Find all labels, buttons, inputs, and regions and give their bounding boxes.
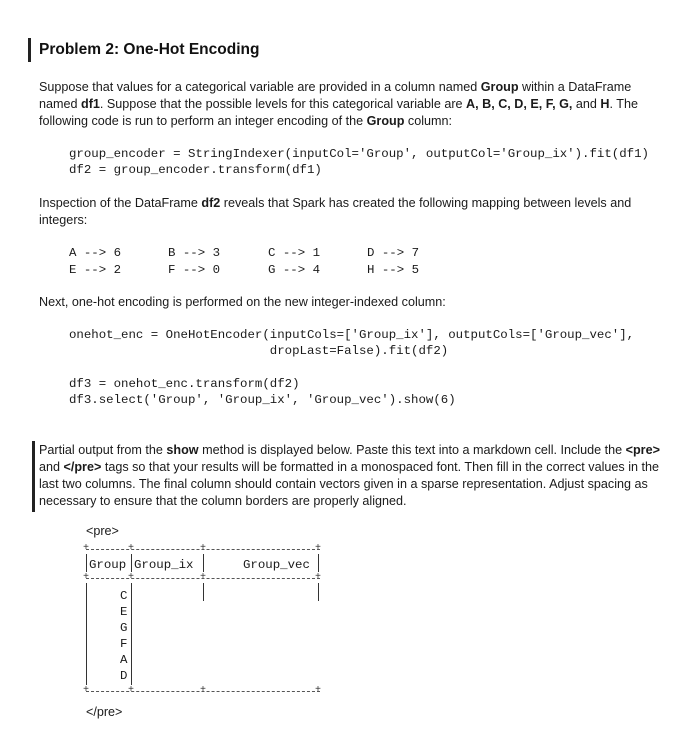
mapping-item: H --> 5 [367, 263, 420, 277]
table-column-border [86, 583, 87, 685]
intro-paragraph: Suppose that values for a categorical variable are provided in a column named Group within a DataFrame named df1. Suppose that the possible levels for this categorical variable are A, B, C, D, E, F, G, and H. The following code is run to perform an integer encoding of the Group column: [39, 80, 638, 128]
table-corner: + [83, 572, 90, 583]
table-corner: + [200, 685, 207, 696]
table-column-border [86, 554, 87, 572]
table-corner: + [200, 543, 207, 554]
table-column-border [131, 583, 132, 685]
table-corner: + [315, 572, 322, 583]
table-cell-group: G [120, 621, 128, 635]
table-cell-group: A [120, 653, 128, 667]
table-cell-group: F [120, 637, 128, 651]
mapping-item: B --> 3 [168, 246, 221, 260]
mapping-item: F --> 0 [168, 263, 221, 277]
table-corner: + [128, 685, 135, 696]
table-column-border [203, 554, 204, 572]
page-title: Problem 2: One-Hot Encoding [28, 38, 259, 62]
table-corner: + [83, 685, 90, 696]
instruction-paragraph: Partial output from the show method is displayed below. Paste this text into a markdown cell. Include the <pre> and </pre> tags so that your results will be formatted in a monospaced font. Then fill in the correct values in the last two columns. The final column should contain vectors given in a sparse representation. Adjust spacing as necessary to ensure that the column borders are properly aligned. [39, 443, 660, 508]
table-corner: + [128, 572, 135, 583]
table-column-border [131, 554, 132, 572]
table-column-border [318, 554, 319, 572]
mapping-item: A --> 6 [69, 246, 122, 260]
table-header-group: Group [89, 558, 127, 572]
table-header-group-vec: Group_vec [243, 558, 310, 572]
table-cell-group: D [120, 669, 128, 683]
table-corner: + [315, 685, 322, 696]
code-block-transform-show: df3 = onehot_enc.transform(df2) df3.select('Group', 'Group_ix', 'Group_vec').show(6) [69, 377, 456, 407]
table-column-border [203, 583, 204, 601]
table-column-border [318, 583, 319, 601]
code-block-string-indexer: group_encoder = StringIndexer(inputCol='Group', outputCol='Group_ix').fit(df1) df2 = group_encoder.transform(df1) [69, 147, 649, 177]
mapping-item: G --> 4 [268, 263, 321, 277]
pre-close-tag: </pre> [86, 705, 123, 719]
mapping-item: C --> 1 [268, 246, 321, 260]
table-corner: + [315, 543, 322, 554]
table-corner: + [83, 543, 90, 554]
table-cell-group: C [120, 589, 128, 603]
table-header-group-ix: Group_ix [134, 558, 194, 572]
inspection-paragraph: Inspection of the DataFrame df2 reveals that Spark has created the following mapping between levels and integers: [39, 196, 632, 227]
mapping-item: D --> 7 [367, 246, 420, 260]
table-corner: + [128, 543, 135, 554]
pre-open-tag: <pre> [86, 524, 119, 538]
table-corner: + [200, 572, 207, 583]
table-cell-group: E [120, 605, 128, 619]
next-paragraph: Next, one-hot encoding is performed on the new integer-indexed column: [39, 295, 446, 309]
mapping-item: E --> 2 [69, 263, 122, 277]
code-block-onehot-encoder: onehot_enc = OneHotEncoder(inputCols=['Group_ix'], outputCols=['Group_vec'], dropLast=False).fit(df2) [69, 328, 635, 358]
